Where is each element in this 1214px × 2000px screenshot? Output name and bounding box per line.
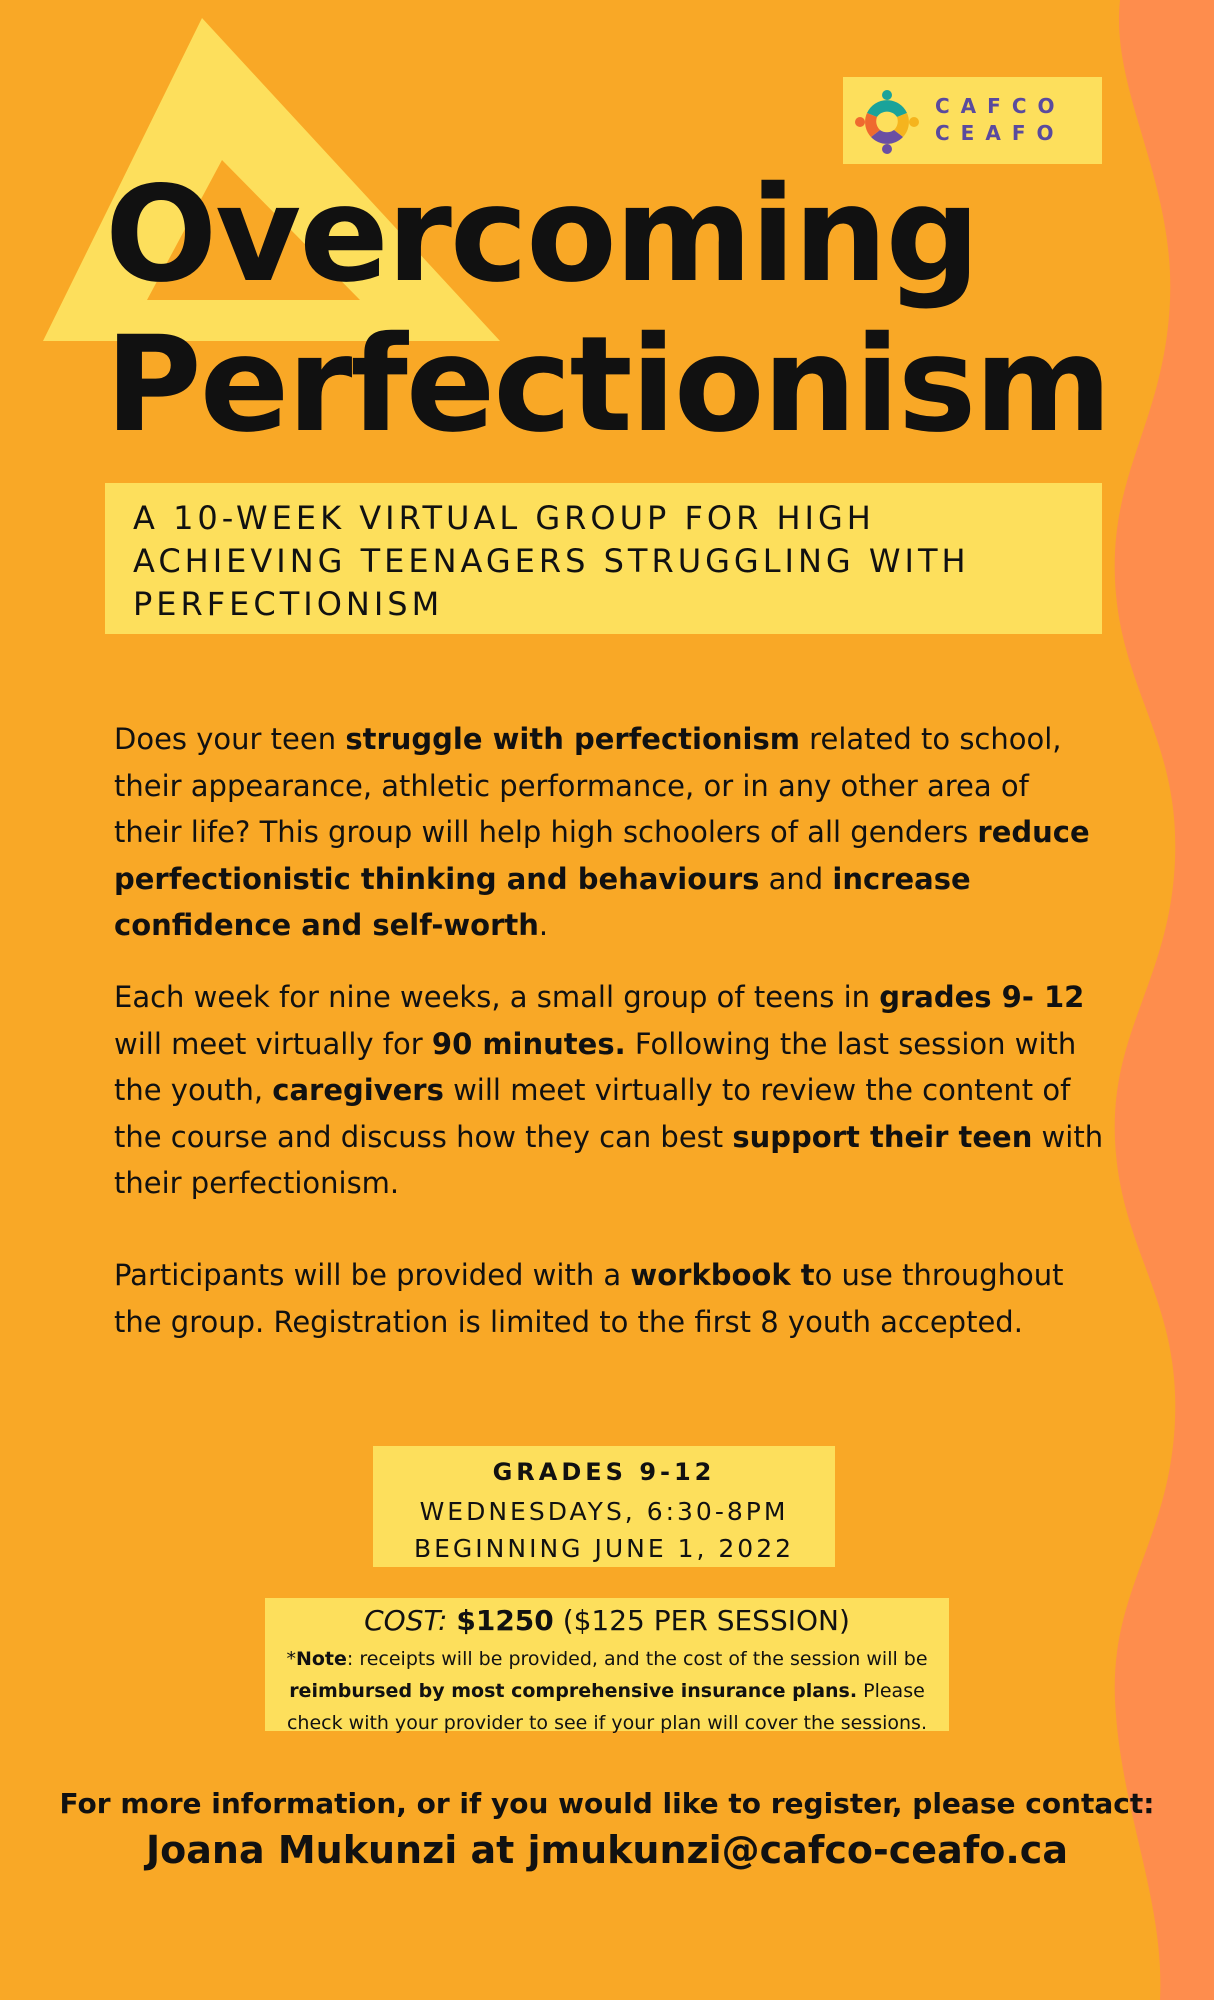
intro-bold-1: struggle with perfectionism	[345, 722, 800, 756]
start-date-label: BEGINNING JUNE 1, 2022	[413, 1534, 795, 1563]
workbook-text-2: o use throughout the group. Registration is limited to the first 8 youth accepted.	[114, 1258, 1064, 1339]
logo-text-ceafo: CEAFO	[935, 121, 1065, 145]
cost-line	[265, 1603, 949, 1639]
note-text-2: Please check with your provider to see if your plan will cover the sessions.	[286, 1680, 927, 1734]
schedule-text-1: Each week for nine weeks, a small group of teens in	[114, 980, 880, 1014]
schedule-text-3: Following the last session with the youth,	[114, 1026, 1077, 1107]
intro-bold-2: reduce perfectionistic thinking and behaviours	[114, 815, 1090, 896]
intro-text-4: .	[538, 908, 549, 942]
note-text-1: : receipts will be provided, and the cost of the session will be	[346, 1648, 928, 1670]
contact-prompt: For more information, or if you would like to register, please contact:	[59, 1787, 1155, 1820]
workbook-bold-1: workbook t	[630, 1258, 815, 1292]
schedule-bold-4: support their teen	[732, 1119, 1033, 1154]
contact-person-email: Joana Mukunzi at jmukunzi@cafco-ceafo.ca	[146, 1828, 1068, 1872]
insurance-note	[271, 1643, 943, 1739]
schedule-text-5: with their perfectionism.	[114, 1119, 1104, 1200]
schedule-paragraph	[114, 974, 1104, 1207]
workbook-text-1: Participants will be provided with a	[114, 1258, 631, 1292]
title-line-2: Perfectionism	[105, 308, 1110, 462]
cafco-logo-icon	[851, 85, 923, 157]
note-label: Note	[295, 1648, 347, 1670]
cost-amount: $1250	[456, 1604, 554, 1637]
cost-box	[265, 1598, 949, 1734]
cost-label: COST:	[364, 1604, 448, 1637]
grades-label: GRADES 9-12	[492, 1458, 716, 1486]
subtitle: A 10-WEEK VIRTUAL GROUP FOR HIGH ACHIEVING TEENAGERS STRUGGLING WITH PERFECTIONISM	[133, 499, 970, 623]
schedule-bold-2: 90 minutes.	[431, 1026, 626, 1061]
intro-text-2: related to school, their appearance, athletic performance, or in any other area of their life? This group will help high schoolers of all genders	[114, 722, 1062, 849]
subtitle-box	[105, 483, 1102, 634]
intro-bold-3: increase confidence and self-worth	[114, 861, 971, 942]
note-bold-reimbursed: reimbursed by most comprehensive insurance plans.	[289, 1680, 858, 1702]
intro-text-3: and	[759, 861, 833, 896]
intro-paragraph	[114, 716, 1104, 949]
schedule-text-2: will meet virtually for	[114, 1026, 432, 1061]
schedule-bold-3: caregivers	[272, 1073, 444, 1107]
workbook-paragraph	[114, 1252, 1104, 1345]
logo-text-cafco: CAFCO	[935, 94, 1066, 118]
note-star: *	[286, 1648, 296, 1670]
cost-per-session: ($125 PER SESSION)	[562, 1604, 850, 1637]
schedule-text-4: will meet virtually to review the content of the course and discuss how they can best	[114, 1073, 1071, 1154]
schedule-bold-1: grades 9- 12	[879, 980, 1085, 1014]
schedule-box	[373, 1446, 835, 1567]
cafco-logo	[843, 77, 1102, 164]
day-time-label: WEDNESDAYS, 6:30-8PM	[419, 1497, 789, 1526]
title-line-1: Overcoming	[105, 158, 979, 312]
page-title	[105, 160, 1110, 460]
intro-text-1: Does your teen	[114, 722, 346, 756]
